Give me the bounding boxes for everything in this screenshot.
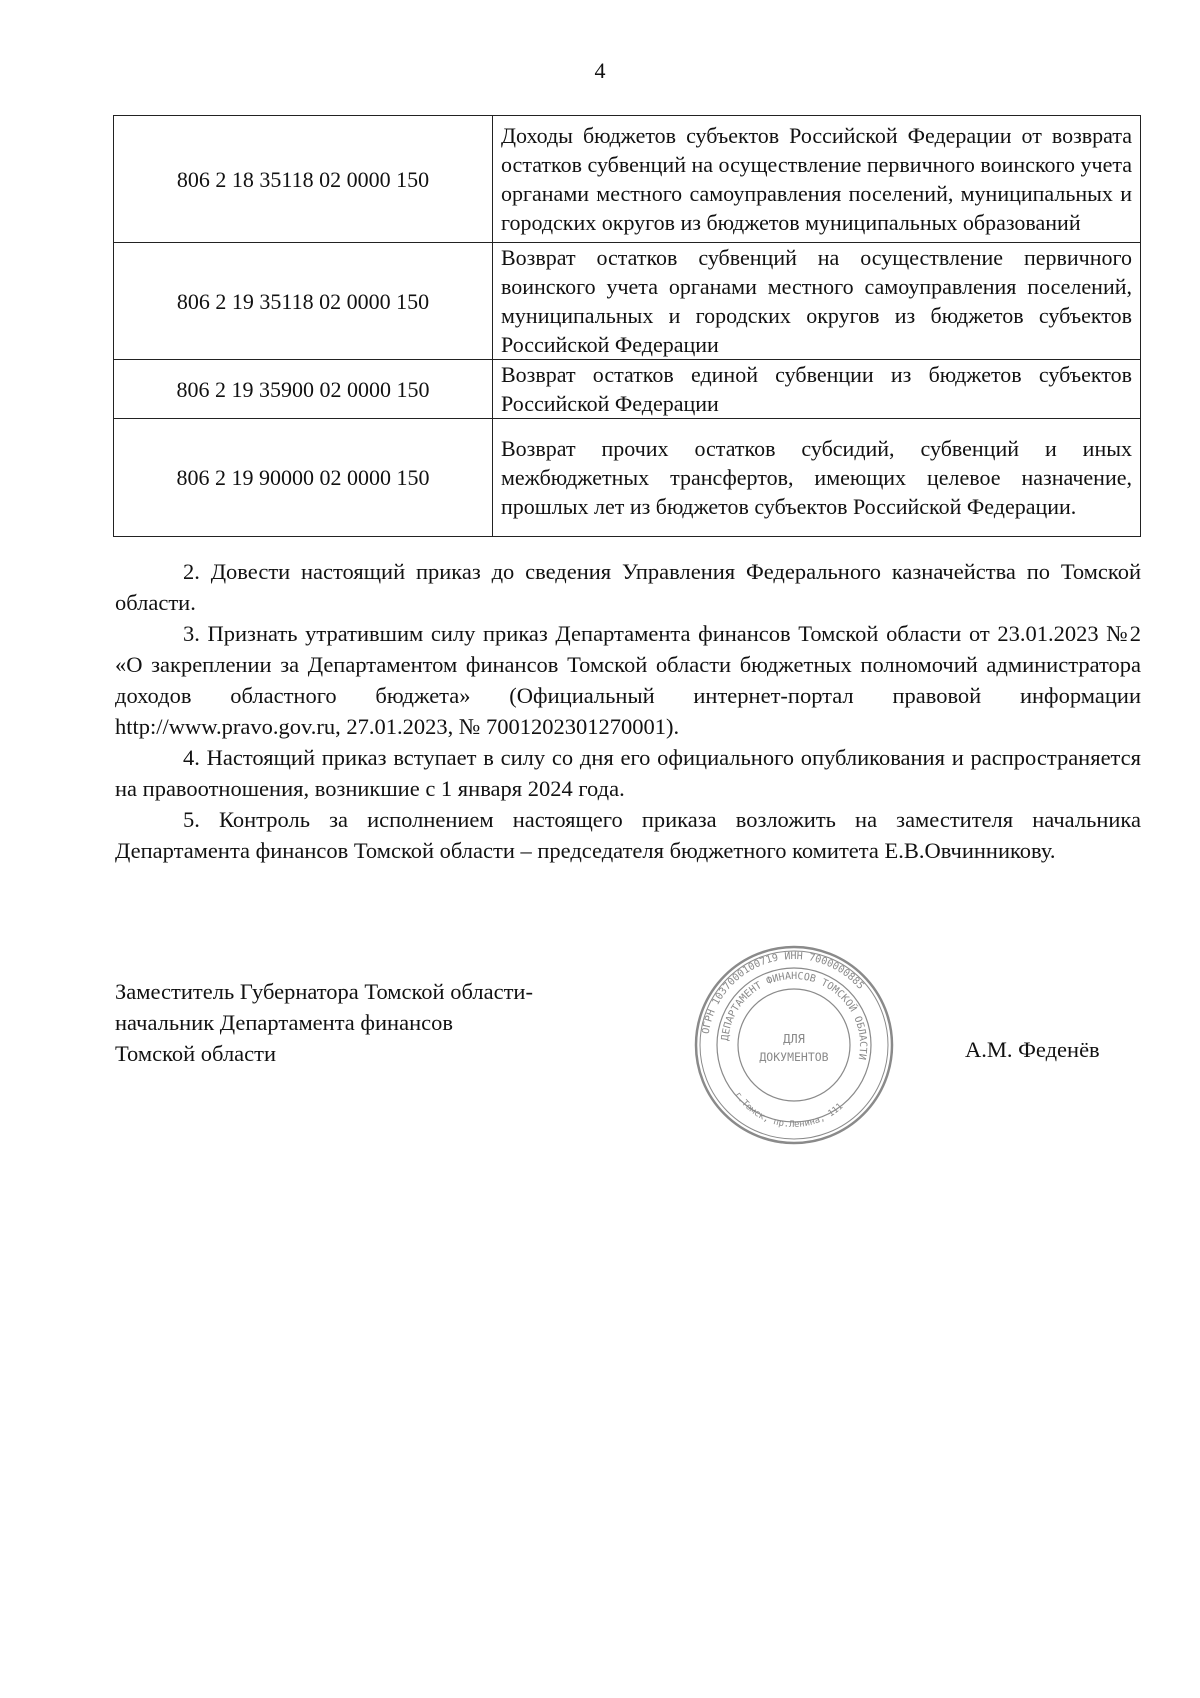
- signatory-title-line: Томской области: [115, 1041, 277, 1066]
- table-cell-code: 806 2 19 90000 02 0000 150: [114, 419, 493, 537]
- table-cell-description: Возврат остатков единой субвенции из бюджетов субъектов Российской Федерации: [493, 360, 1141, 419]
- table-row: [114, 243, 1141, 360]
- official-stamp: [694, 945, 894, 1145]
- stamp-center-line: ДОКУМЕНТОВ: [759, 1050, 829, 1064]
- paragraph: 3. Признать утратившим силу приказ Департамента финансов Томской области от 23.01.2023 №2 «О закреплении за Департаментом финансов Томской области бюджетных полномочий администратора доходов областного бюджета» (Официальный интернет-портал правовой информации http://www.pravo.gov.ru, 27.01.2023, № 7001202301270001).: [115, 621, 1141, 739]
- table-cell-code: 806 2 19 35118 02 0000 150: [114, 243, 493, 360]
- table-cell-description: Возврат остатков субвенций на осуществление первичного воинского учета органами местного самоуправления поселений, муниципальных и городских округов из бюджетов субъектов Российской Федерации: [493, 243, 1141, 360]
- budget-codes-table: [113, 115, 1141, 537]
- table-cell-description: Возврат прочих остатков субсидий, субвенций и иных межбюджетных трансфертов, имеющих целевое назначение, прошлых лет из бюджетов субъектов Российской Федерации.: [493, 419, 1141, 537]
- stamp-center-line: ДЛЯ: [783, 1032, 805, 1046]
- stamp-address: г.Томск, пр.Ленина, 111: [732, 1090, 846, 1131]
- stamp-ring-text: ДЕПАРТАМЕНТ ФИНАНСОВ ТОМСКОЙ ОБЛАСТИ: [720, 970, 869, 1061]
- table-cell-code: 806 2 19 35900 02 0000 150: [114, 360, 493, 419]
- signatory-name: А.М. Феденёв: [965, 1037, 1100, 1062]
- stamp-outer-text: ОГРН 1037000100719 ИНН 7000000885: [700, 950, 866, 1035]
- paragraph: 4. Настоящий приказ вступает в силу со дня его официального опубликования и распространяется на правоотношения, возникшие с 1 января 2024 года.: [115, 745, 1141, 801]
- table-cell-description: Доходы бюджетов субъектов Российской Федерации от возврата остатков субвенций на осуществление первичного воинского учета органами местного самоуправления поселений, муниципальных и городских округов из бюджетов муниципальных образований: [493, 116, 1141, 243]
- page-number: 4: [594, 58, 606, 83]
- signatory-title-line: начальник Департамента финансов: [115, 1010, 453, 1035]
- table-cell-code: 806 2 18 35118 02 0000 150: [114, 116, 493, 243]
- order-body: [115, 556, 1141, 866]
- table-row: [114, 360, 1141, 419]
- signatory-title: [115, 976, 533, 1069]
- signatory-title-line: Заместитель Губернатора Томской области-: [115, 979, 533, 1004]
- paragraph: 5. Контроль за исполнением настоящего приказа возложить на заместителя начальника Департамента финансов Томской области – председателя бюджетного комитета Е.В.Овчинникову.: [115, 807, 1141, 863]
- table-row: [114, 116, 1141, 243]
- paragraph: 2. Довести настоящий приказ до сведения Управления Федерального казначейства по Томской области.: [115, 559, 1141, 615]
- table-row: [114, 419, 1141, 537]
